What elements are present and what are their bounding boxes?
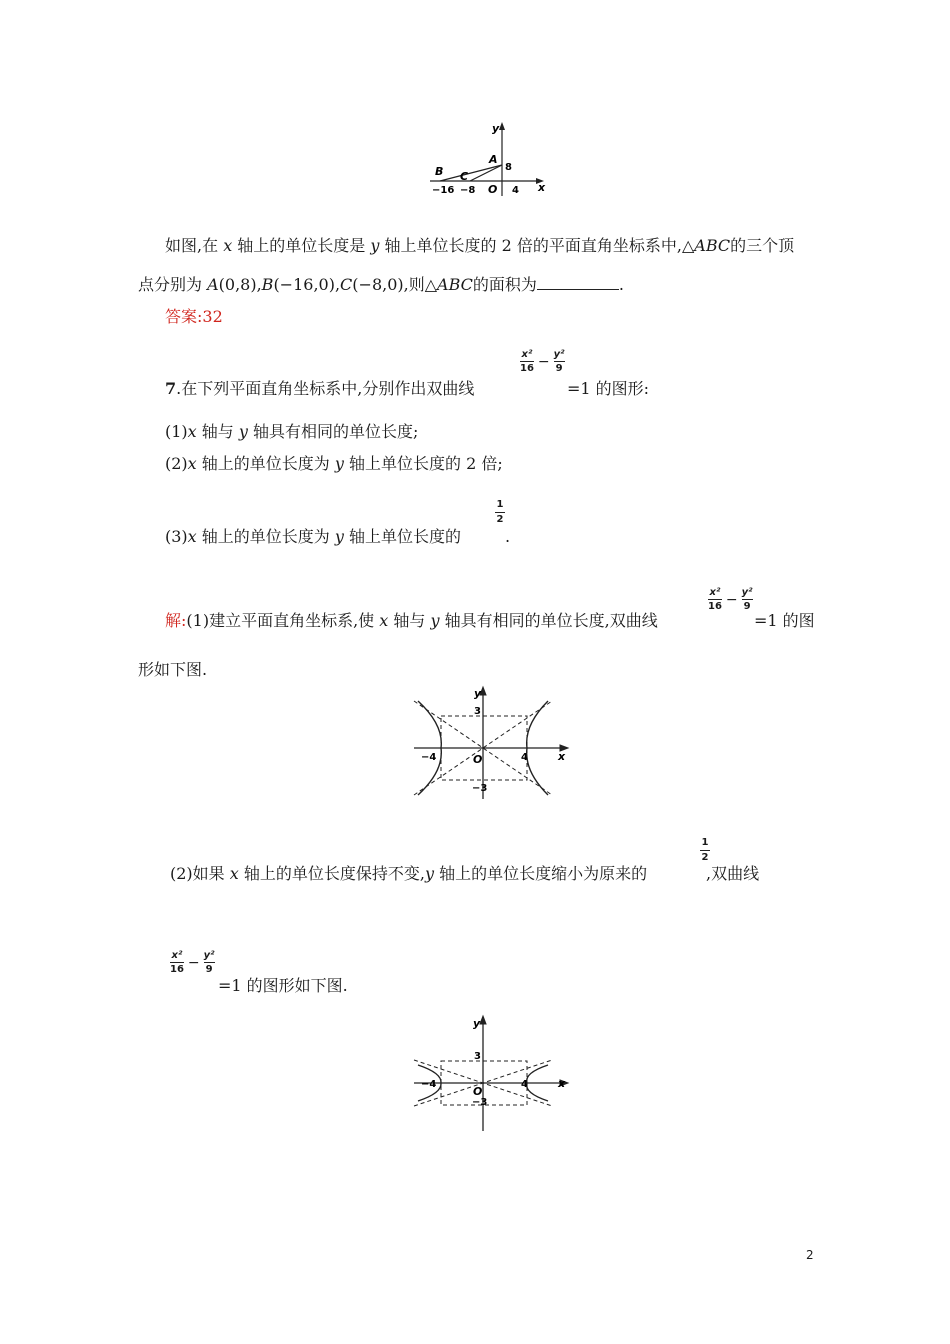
q7-item3 — [165, 526, 461, 548]
label-m4: −4 — [421, 752, 437, 763]
q7-number: 7 — [165, 379, 177, 398]
var-y: y — [370, 236, 380, 255]
q6-answer: 答案:32 — [165, 307, 223, 326]
label-y: y — [474, 687, 482, 700]
q6-text: (−8,0),则△ — [352, 275, 438, 294]
hyperbola-graph-equal-units — [410, 685, 575, 803]
label-o: O — [473, 753, 483, 766]
frac-den-16: 16 — [170, 964, 184, 975]
q6-text: 轴上的单位长度是 — [232, 236, 371, 255]
label-4: 4 — [521, 752, 528, 763]
q6-text: 点分别为 — [138, 275, 208, 294]
frac-den-9: 9 — [555, 363, 563, 374]
q6-line1 — [165, 235, 794, 257]
label-m3: −3 — [472, 1097, 488, 1108]
q7-item3-end: . — [505, 527, 511, 546]
frac-den: 2 — [496, 514, 504, 525]
label-y: y — [473, 1017, 481, 1030]
answer-blank[interactable] — [537, 273, 619, 290]
label-x: x — [558, 750, 566, 763]
label-c: C — [460, 170, 469, 183]
var-y: y — [334, 454, 344, 473]
var-x: x — [229, 864, 239, 883]
label-4: 4 — [512, 185, 519, 196]
q7-text: (2) — [165, 454, 188, 473]
sol1-hyperbola-fraction — [708, 587, 753, 612]
label-b: B — [435, 165, 444, 178]
frac-minus: − — [537, 353, 550, 370]
var-x: x — [187, 422, 197, 441]
q6-text: 的面积为 — [472, 275, 537, 294]
q7-text: 轴上的单位长度为 — [196, 454, 335, 473]
label-8: 8 — [505, 162, 512, 173]
q7-intro-end: =1 的图形: — [567, 379, 650, 398]
sol2-line1 — [170, 863, 647, 885]
q7-item1 — [165, 421, 418, 443]
frac-den-9: 9 — [205, 964, 213, 975]
hyperbola-graph-compressed-y — [410, 1013, 575, 1135]
frac-num-x: x² — [521, 349, 533, 360]
var-x: x — [379, 611, 389, 630]
sol1-line2: 形如下图. — [138, 660, 208, 679]
q7-text: (3) — [165, 527, 188, 546]
q7-text: .在下列平面直角坐标系中,分别作出双曲线 — [176, 379, 475, 398]
q6-text: (−16,0), — [273, 275, 341, 294]
sol1-line1-end: =1 的图 — [754, 611, 815, 630]
var-x: x — [187, 527, 197, 546]
frac-minus: − — [187, 954, 200, 971]
q7-text: (1) — [165, 422, 188, 441]
var-abc: ABC — [437, 275, 473, 294]
q7-text: 轴上单位长度的 2 倍; — [343, 454, 503, 473]
sol2-line1-end: ,双曲线 — [706, 864, 760, 883]
q6-line2 — [138, 273, 624, 296]
q7-text: 轴具有相同的单位长度; — [247, 422, 419, 441]
q6-text: . — [618, 275, 624, 294]
triangle-figure — [420, 118, 555, 200]
q7-item2 — [165, 453, 503, 475]
var-c: C — [340, 275, 353, 294]
segment-ba — [440, 165, 502, 181]
label-y: y — [492, 122, 500, 135]
solution-label: 解: — [165, 611, 187, 630]
var-y: y — [424, 864, 435, 883]
label-a: A — [489, 153, 498, 166]
label-3: 3 — [474, 1051, 481, 1062]
frac-num: 1 — [496, 499, 504, 510]
var-a: A — [207, 275, 219, 294]
segment-ca — [470, 165, 502, 181]
label-m8: −8 — [460, 185, 476, 196]
frac-den: 2 — [701, 852, 709, 863]
sol2-line2: =1 的图形如下图. — [218, 976, 348, 995]
frac-num-x: x² — [171, 950, 183, 961]
q7-text: 轴与 — [196, 422, 239, 441]
frac-num: 1 — [701, 837, 709, 848]
sol2-half-fraction — [700, 837, 710, 864]
q7-hyperbola-fraction — [520, 349, 565, 374]
y-arrow — [480, 1016, 486, 1024]
var-abc: ABC — [694, 236, 731, 255]
q7-text: 轴上单位长度的 — [343, 527, 462, 546]
var-y: y — [430, 611, 440, 630]
q6-text: 的三个顶 — [730, 236, 795, 255]
sol1-line1 — [165, 610, 658, 632]
label-o: O — [473, 1085, 483, 1098]
var-b: B — [261, 275, 274, 294]
frac-num-y: y² — [203, 950, 215, 961]
q7-text: 轴上的单位长度为 — [196, 527, 335, 546]
label-4: 4 — [521, 1079, 528, 1090]
sol-text: 轴与 — [388, 611, 431, 630]
q6-text: (0,8), — [218, 275, 262, 294]
label-3: 3 — [474, 706, 481, 717]
var-y: y — [334, 527, 344, 546]
q6-text: 轴上单位长度的 2 倍的平面直角坐标系中,△ — [379, 236, 695, 255]
var-y: y — [238, 422, 248, 441]
frac-den-16: 16 — [708, 601, 722, 612]
q6-text: 如图,在 — [165, 236, 224, 255]
var-x: x — [187, 454, 197, 473]
frac-num-y: y² — [553, 349, 565, 360]
label-x: x — [538, 181, 546, 194]
page-number: 2 — [806, 1248, 814, 1262]
label-m4: −4 — [421, 1079, 437, 1090]
sol-text: (1)建立平面直角坐标系,使 — [186, 611, 380, 630]
label-m16: −16 — [432, 185, 455, 196]
label-o: O — [488, 183, 498, 196]
q7-half-fraction — [495, 499, 505, 526]
frac-den-16: 16 — [520, 363, 534, 374]
frac-den-9: 9 — [743, 601, 751, 612]
sol-text: 轴具有相同的单位长度,双曲线 — [439, 611, 658, 630]
frac-num-y: y² — [741, 587, 753, 598]
frac-num-x: x² — [709, 587, 721, 598]
label-m3: −3 — [472, 783, 488, 794]
y-arrow — [499, 122, 505, 130]
sol-text: 轴上的单位长度保持不变, — [238, 864, 425, 883]
sol-text: (2)如果 — [170, 864, 230, 883]
sol2-hyperbola-fraction — [170, 950, 215, 975]
q7-intro — [165, 378, 474, 400]
frac-minus: − — [725, 591, 738, 608]
var-x: x — [223, 236, 233, 255]
label-x: x — [558, 1077, 566, 1090]
sol-text: 轴上的单位长度缩小为原来的 — [434, 864, 648, 883]
